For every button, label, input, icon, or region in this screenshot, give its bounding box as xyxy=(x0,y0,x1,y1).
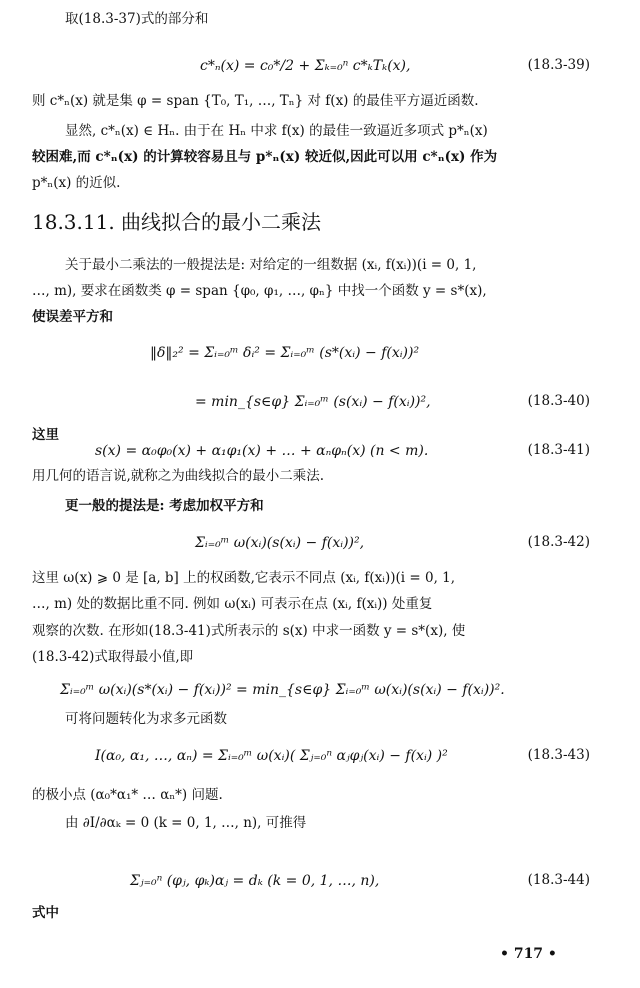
equation-number: (18.3-44) xyxy=(527,872,590,888)
equation-number: (18.3-42) xyxy=(527,534,590,550)
text-line: 则 c*ₙ(x) 就是集 φ = span {T₀, T₁, …, Tₙ} 对 f(x) 的最佳平方逼近函数. xyxy=(32,93,479,109)
equation-18-3-40-line2: = min_{s∈φ} Σᵢ₌₀ᵐ (s(xᵢ) − f(xᵢ))², xyxy=(195,394,431,410)
text-line: 由 ∂I/∂αₖ = 0 (k = 0, 1, …, n), 可推得 xyxy=(65,815,307,831)
text-line: 可将问题转化为求多元函数 xyxy=(65,711,227,727)
text-line: 用几何的语言说,就称之为曲线拟合的最小二乘法. xyxy=(32,468,325,484)
text-line: …, m) 处的数据比重不同. 例如 ω(xᵢ) 可表示在点 (xᵢ, f(xᵢ)) 处重复 xyxy=(32,596,433,612)
text-line: p*ₙ(x) 的近似. xyxy=(32,175,121,191)
page-number: • 717 • xyxy=(500,946,557,962)
text-line: 这里 ω(x) ⩾ 0 是 [a, b] 上的权函数,它表示不同点 (xᵢ, f(xᵢ))(i = 0, 1, xyxy=(32,570,456,586)
equation-number: (18.3-40) xyxy=(527,393,590,409)
equation-weighted-min: Σᵢ₌₀ᵐ ω(xᵢ)(s*(xᵢ) − f(xᵢ))² = min_{s∈φ} Σᵢ₌₀ᵐ ω(xᵢ)(s(xᵢ) − f(xᵢ))². xyxy=(60,682,505,698)
section-heading: 18.3.11. 曲线拟合的最小二乘法 xyxy=(32,210,322,234)
text-line: …, m), 要求在函数类 φ = span {φ₀, φ₁, …, φₙ} 中找一个函数 y = s*(x), xyxy=(32,283,487,299)
text-line: 观察的次数. 在形如(18.3-41)式所表示的 s(x) 中求一函数 y = s*(x), 使 xyxy=(32,623,466,639)
equation-number: (18.3-43) xyxy=(527,747,590,763)
equation-18-3-39: c*ₙ(x) = c₀*/2 + Σₖ₌₀ⁿ c*ₖTₖ(x), xyxy=(200,58,411,74)
text-line: 关于最小二乘法的一般提法是: 对给定的一组数据 (xᵢ, f(xᵢ))(i = 0, 1, xyxy=(65,257,477,273)
equation-number: (18.3-41) xyxy=(527,442,590,458)
text-line: 更一般的提法是: 考虑加权平方和 xyxy=(65,498,264,514)
text-line: 取(18.3-37)式的部分和 xyxy=(65,11,209,27)
text-line: 使误差平方和 xyxy=(32,309,113,325)
text-line: (18.3-42)式取得最小值,即 xyxy=(32,649,194,665)
text-line: 的极小点 (α₀*α₁* … αₙ*) 问题. xyxy=(32,787,223,803)
equation-18-3-43: I(α₀, α₁, …, αₙ) = Σᵢ₌₀ᵐ ω(xᵢ)( Σⱼ₌₀ⁿ αⱼφⱼ(xᵢ) − f(xᵢ) )² xyxy=(95,748,448,764)
equation-number: (18.3-39) xyxy=(527,57,590,73)
text-line: 这里 xyxy=(32,427,59,443)
text-line: 式中 xyxy=(32,905,59,921)
text-line: 显然, c*ₙ(x) ∈ Hₙ. 由于在 Hₙ 中求 f(x) 的最佳一致逼近多项式 p*ₙ(x) xyxy=(65,123,488,139)
text-line: 较困难,而 c*ₙ(x) 的计算较容易且与 p*ₙ(x) 较近似,因此可以用 c*ₙ(x) 作为 xyxy=(32,149,498,165)
equation-18-3-42: Σᵢ₌₀ᵐ ω(xᵢ)(s(xᵢ) − f(xᵢ))², xyxy=(195,535,365,551)
equation-18-3-44: Σⱼ₌₀ⁿ (φⱼ, φₖ)αⱼ = dₖ (k = 0, 1, …, n), xyxy=(130,873,380,889)
equation-18-3-41: s(x) = α₀φ₀(x) + α₁φ₁(x) + … + αₙφₙ(x) (n < m). xyxy=(95,443,429,459)
equation-18-3-40-line1: ‖δ‖₂² = Σᵢ₌₀ᵐ δᵢ² = Σᵢ₌₀ᵐ (s*(xᵢ) − f(xᵢ))² xyxy=(150,345,420,361)
